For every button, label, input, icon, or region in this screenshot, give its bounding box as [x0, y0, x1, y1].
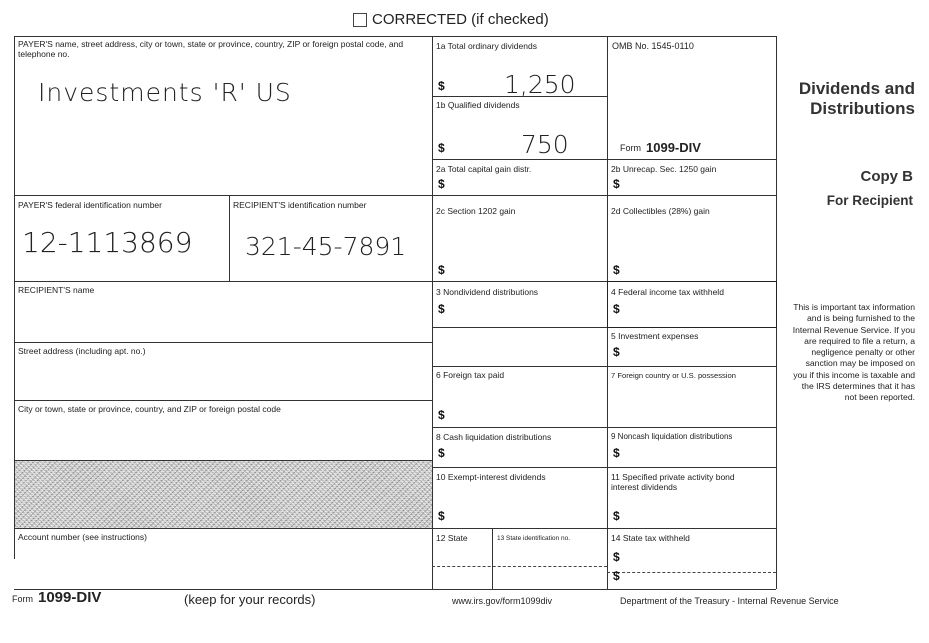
recipient-street-label: Street address (including apt. no.): [18, 346, 146, 356]
box-2b-dollar: $: [613, 177, 620, 191]
box-1b-label: 1b Qualified dividends: [436, 100, 520, 110]
payer-name-value[interactable]: Investments 'R' US: [38, 78, 292, 107]
box-14-dollar-2: $: [613, 569, 620, 583]
box-13-label: 13 State identification no.: [497, 535, 570, 542]
dash-14: [607, 572, 776, 573]
divider-middle-right: [776, 159, 777, 589]
line-street-bottom: [14, 400, 432, 401]
box-6-dollar: $: [438, 408, 445, 422]
box-14-label: 14 State tax withheld: [611, 533, 690, 543]
line-10-bottom: [432, 528, 776, 529]
box-9-dollar: $: [613, 446, 620, 460]
line-8-bottom: [432, 467, 776, 468]
tax-notice: This is important tax information and is being furnished to the Internal Revenue Service. If you are required to file a return, a negligence penalty or other sanction may be imposed on you if this income is taxable and the IRS determines that it has not been reported.: [792, 302, 915, 403]
box-5-dollar: $: [613, 345, 620, 359]
footer-form-prefix: Form: [12, 594, 33, 604]
footer-keep: (keep for your records): [184, 592, 316, 607]
line-payer-bottom: [14, 195, 432, 196]
account-number-label: Account number (see instructions): [18, 532, 147, 542]
payer-tin-value[interactable]: 12-1113869: [22, 226, 193, 259]
omb-number: OMB No. 1545-0110: [612, 41, 694, 51]
footer-dept: Department of the Treasury - Internal Revenue Service: [620, 596, 839, 606]
box-7-label: 7 Foreign country or U.S. possession: [611, 371, 736, 380]
divider-12-13: [492, 528, 493, 589]
box-2b-label: 2b Unrecap. Sec. 1250 gain: [611, 164, 717, 174]
footer-url[interactable]: www.irs.gov/form1099div: [452, 596, 553, 606]
box-1a-dollar: $: [438, 79, 445, 93]
for-recipient-label: For Recipient: [826, 193, 913, 208]
corrected-label: CORRECTED (if checked): [372, 11, 549, 28]
line-shade-bottom: [14, 528, 432, 529]
footer-form-name: 1099-DIV: [38, 589, 102, 606]
form-title-line-2: Distributions: [810, 99, 915, 118]
shaded-area: [15, 461, 432, 528]
box-8-dollar: $: [438, 446, 445, 460]
form-bottom-border: [14, 589, 776, 590]
recipient-tin-value[interactable]: 321-45-7891: [245, 232, 407, 261]
box-1b-value[interactable]: 750: [521, 130, 569, 159]
box-8-label: 8 Cash liquidation distributions: [436, 432, 552, 442]
copy-b-label: Copy B: [860, 168, 913, 185]
line-tin-bottom: [14, 281, 432, 282]
line-2b-bottom: [607, 195, 776, 196]
box-2a-dollar: $: [438, 177, 445, 191]
box-1a-value[interactable]: 1,250: [504, 70, 576, 99]
box-4-dollar: $: [613, 302, 620, 316]
payer-name-label: PAYER'S name, street address, city or town, state or province, country, ZIP or foreign postal code, and telephone no.: [18, 39, 404, 59]
box-11-dollar: $: [613, 509, 620, 523]
box-3-dollar: $: [438, 302, 445, 316]
box-3-label: 3 Nondividend distributions: [436, 287, 539, 297]
line-6-bottom: [432, 427, 776, 428]
divider-left-middle: [432, 36, 433, 589]
form-title-line-1: Dividends and: [798, 79, 915, 98]
box-6-label: 6 Foreign tax paid: [436, 370, 505, 380]
box-10-label: 10 Exempt-interest dividends: [436, 472, 546, 482]
box-1a-label: 1a Total ordinary dividends: [436, 41, 537, 51]
box-12-label: 12 State: [436, 533, 468, 543]
box-2c-dollar: $: [438, 263, 445, 277]
line-2a-bottom: [432, 195, 607, 196]
omb-form-name: 1099-DIV: [646, 140, 701, 155]
line-3-bottom: [432, 327, 607, 328]
box-10-dollar: $: [438, 509, 445, 523]
box-2a-label: 2a Total capital gain distr.: [436, 164, 532, 174]
box-2c-label: 2c Section 1202 gain: [436, 206, 516, 216]
divider-omb: [776, 36, 777, 159]
omb-form-prefix: Form: [620, 143, 641, 153]
box-14-dollar-1: $: [613, 550, 620, 564]
box-9-label: 9 Noncash liquidation distributions: [611, 432, 733, 441]
line-blank-bottom: [432, 366, 776, 367]
box-2d-label: 2d Collectibles (28%) gain: [611, 206, 710, 216]
form-top-border: [14, 36, 776, 37]
recipient-name-label: RECIPIENT'S name: [18, 285, 95, 295]
box-5-label: 5 Investment expenses: [611, 331, 699, 341]
box-11-label: 11 Specified private activity bond interest dividends: [611, 472, 735, 492]
dash-12-13: [432, 566, 607, 567]
recipient-city-label: City or town, state or province, country, and ZIP or foreign postal code: [18, 404, 281, 414]
line-1b-bottom: [432, 159, 776, 160]
recipient-tin-label: RECIPIENT'S identification number: [233, 200, 367, 210]
payer-tin-label: PAYER'S federal identification number: [18, 200, 162, 210]
box-2d-dollar: $: [613, 263, 620, 277]
line-name-bottom: [14, 342, 432, 343]
box-1b-dollar: $: [438, 141, 445, 155]
corrected-checkbox[interactable]: [353, 13, 367, 27]
box-4-label: 4 Federal income tax withheld: [611, 287, 724, 297]
divider-tin: [229, 195, 230, 281]
